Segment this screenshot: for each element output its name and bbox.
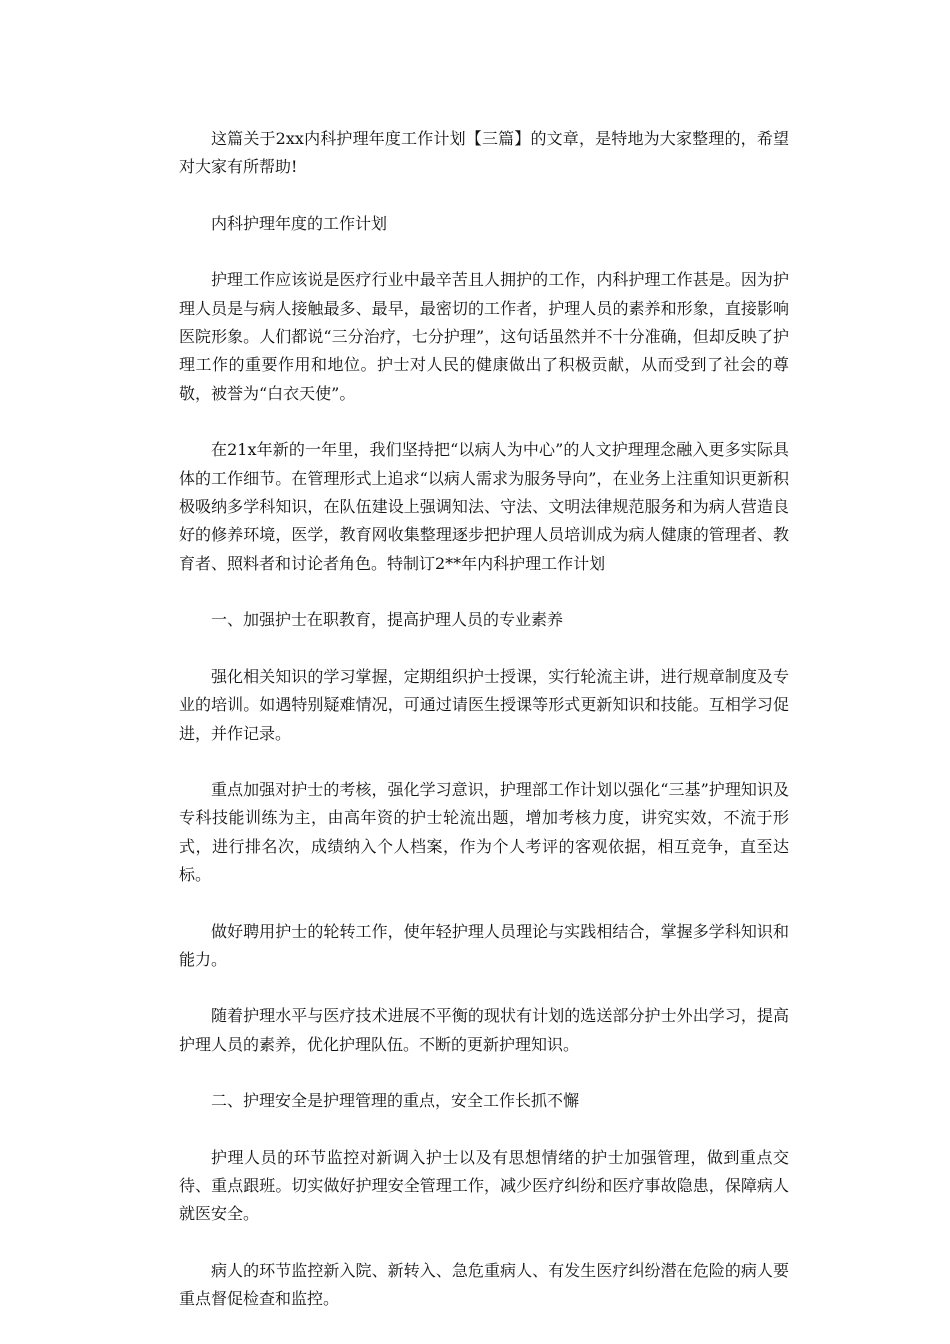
section-heading-2: 二、护理安全是护理管理的重点，安全工作长抓不懈 [211, 1091, 580, 1111]
intro-paragraph: 这篇关于2xx内科护理年度工作计划【三篇】的文章，是特地为大家整理的，希望对大家有所帮助! [179, 129, 789, 177]
paragraph-1: 护理工作应该说是医疗行业中最辛苦且人拥护的工作，内科护理工作甚是。因为护理人员是与病人接触最多、最早，最密切的工作者，护理人员的素养和形象，直接影响医院形象。人们都说“三分治疗，七分护理”，这句话虽然并不十分准确，但却反映了护理工作的重要作用和地位。护士对人民的健康做出了积极贡献，从而受到了社会的尊敬，被誉为“白衣天使”。 [179, 270, 789, 403]
paragraph-8: 病人的环节监控新入院、新转入、急危重病人、有发生医疗纠纷潜在危险的病人要重点督促检查和监控。 [179, 1260, 789, 1309]
paragraph-4: 重点加强对护士的考核，强化学习意识，护理部工作计划以强化“三基”护理知识及专科技能训练为主，由高年资的护士轮流出题，增加考核力度，讲究实效，不流于形式，进行排名次，成绩纳入个人档案，作为个人考评的客观依据，相互竞争，直至达标。 [179, 779, 789, 885]
paragraph-7: 护理人员的环节监控对新调入护士以及有思想情绪的护士加强管理，做到重点交待、重点跟班。切实做好护理安全管理工作，减少医疗纠纷和医疗事故隐患，保障病人就医安全。 [179, 1147, 789, 1224]
paragraph-3: 强化相关知识的学习掌握，定期组织护士授课，实行轮流主讲，进行规章制度及专业的培训。如遇特别疑难情况，可通过请医生授课等形式更新知识和技能。互相学习促进，并作记录。 [179, 666, 789, 743]
section-heading-1: 一、加强护士在职教育，提高护理人员的专业素养 [211, 610, 564, 630]
document-body [179, 125, 789, 1342]
paragraph-5: 做好聘用护士的轮转工作，使年轻护理人员理论与实践相结合，掌握多学科知识和能力。 [179, 921, 789, 969]
paragraph-6: 随着护理水平与医疗技术进展不平衡的现状有计划的选送部分护士外出学习，提高护理人员的素养，优化护理队伍。不断的更新护理知识。 [179, 1006, 789, 1054]
paragraph-2: 在21x年新的一年里，我们坚持把“以病人为中心”的人文护理理念融入更多实际具体的工作细节。在管理形式上追求“以病人需求为服务导向”，在业务上注重知识更新积极吸纳多学科知识，在队伍建设上强调知法、守法、文明法律规范服务和为病人营造良好的修养环境，医学，教育网收集整理逐步把护理人员培训成为病人健康的管理者、教育者、照料者和讨论者角色。特制订2**年内科护理工作计划 [179, 440, 789, 573]
document-title: 内科护理年度的工作计划 [211, 213, 388, 233]
